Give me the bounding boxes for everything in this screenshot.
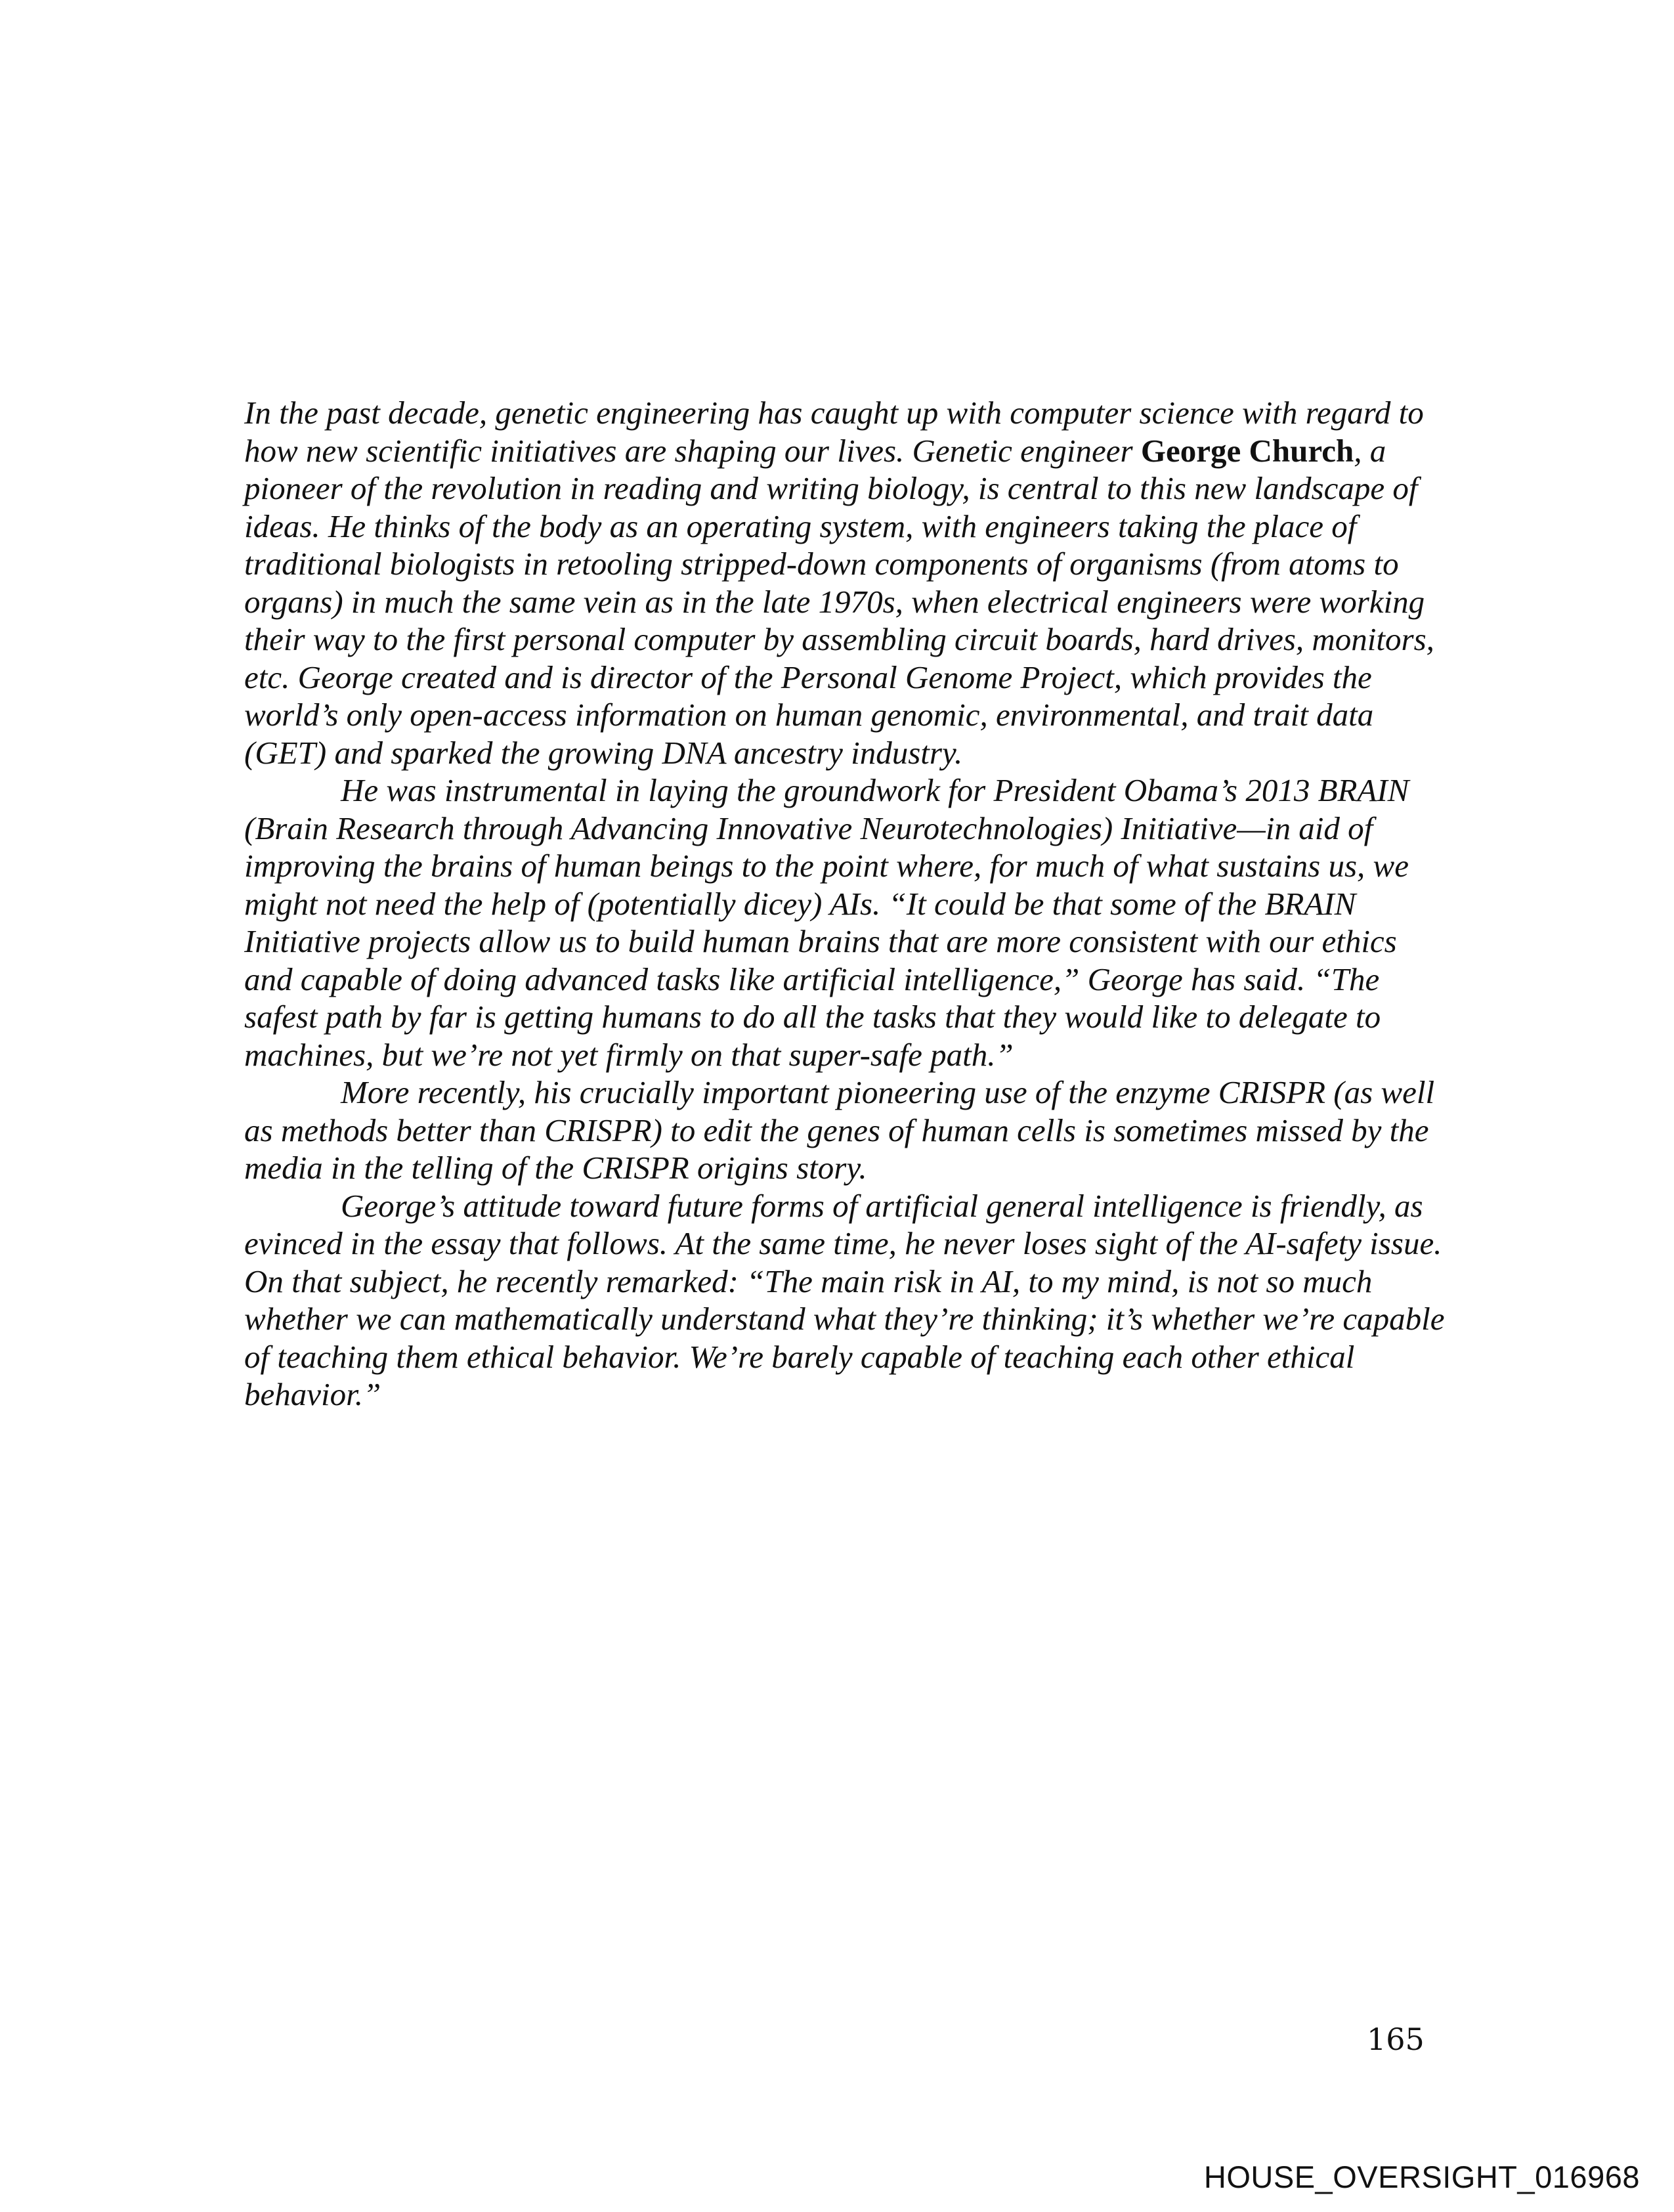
intro-paragraph-1 (244, 394, 1446, 771)
subject-name: George Church (1140, 432, 1354, 469)
intro-paragraph-3: More recently, his crucially important pioneering use of the enzyme CRISPR (as well as methods better than CRISPR) to edit the genes of human cells is sometimes missed by the media in the telling of the CRISPR origins story. (244, 1074, 1435, 1186)
intro-paragraph-2: He was instrumental in laying the groundwork for President Obama’s 2013 BRAIN (Brain Research through Advancing Innovative Neurotechnologies) Initiative—in aid of improving the brains of human beings to the point where, for much of what sustains us, we might not need the help of (potentially dicey) AIs. “It could be that some of the BRAIN Initiative projects allow us to build human brains that are more consistent with our ethics and capable of doing advanced tasks like artificial intelligence,” George has said. “The safest path by far is getting humans to do all the tasks that they would like to delegate to machines, but we’re not yet firmly on that super-safe path.” (244, 772, 1409, 1073)
bates-number: HOUSE_OVERSIGHT_016968 (1203, 2159, 1640, 2194)
introduction-text (244, 394, 1446, 1414)
paragraph-1-before-name: In the past decade, genetic engineering has caught up with computer science with regard to how new scientific initiatives are shaping our lives. Genetic engineer (244, 395, 1424, 469)
intro-paragraph-4: George’s attitude toward future forms of artificial general intelligence is friendly, as evinced in the essay that follows. At the same time, he never loses sight of the AI-safety issue. On that subject, he recently remarked: “The main risk in AI, to my mind, is not so much whether we can mathematically understand what they’re thinking; it’s whether we’re capable of teaching them ethical behavior. We’re barely capable of teaching each other ethical behavior.” (244, 1187, 1445, 1412)
paragraph-1-after-name: , a pioneer of the revolution in reading and writing biology, is central to this new landscape of ideas. He thinks of the body as an operating system, with engineers taking the place of traditional biologists in retooling stripped-down components of organisms (from atoms to organs) in much the same vein as in the late 1970s, when electrical engineers were working their way to the first personal computer by assembling circuit boards, hard drives, monitors, etc. George created and is director of the Personal Genome Project, which provides the world’s only open-access information on human genomic, environmental, and trait data (GET) and sparked the growing DNA ancestry industry. (244, 432, 1434, 771)
page-number: 165 (1367, 2022, 1425, 2057)
